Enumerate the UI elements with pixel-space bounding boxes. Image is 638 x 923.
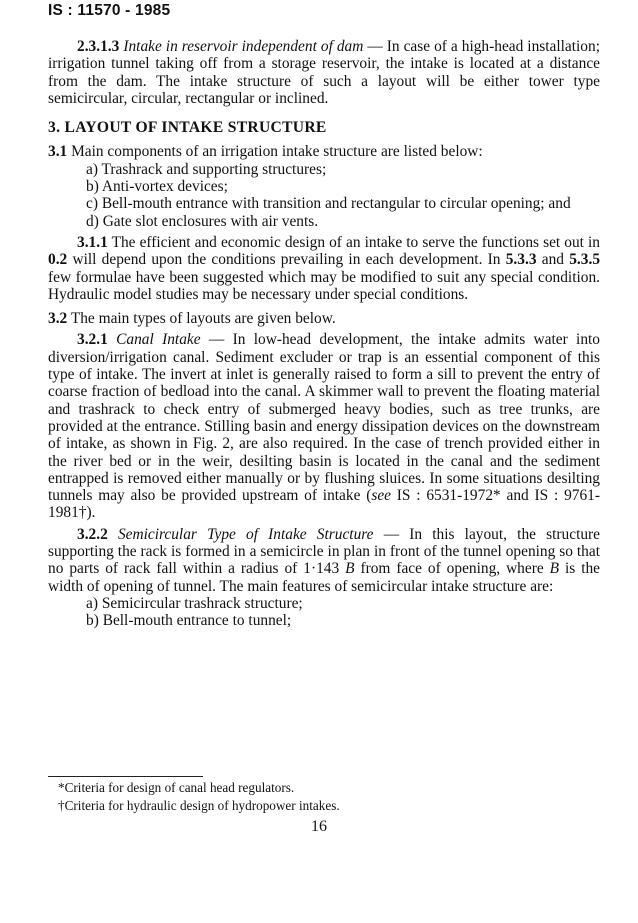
clause-reference: 5.3.3 [505, 251, 537, 269]
clause-text: few formulae have been suggested which may be modified to suit any special condition. Hydraulic model studies may be necessary under special conditions. [48, 268, 600, 303]
page-number: 16 [311, 818, 327, 835]
clause-text: from face of opening, where [354, 560, 550, 578]
footnote: †Criteria for hydraulic design of hydropower intakes. [58, 798, 340, 813]
clause-number: 3.1 [48, 143, 68, 161]
list-item-text: Trashrack and supporting structures; [101, 160, 327, 178]
list-item-label: a) [86, 160, 98, 178]
variable: B [345, 560, 355, 578]
list-item [86, 161, 600, 178]
clause-text: and [536, 251, 570, 269]
clause-3-1-1 [48, 234, 600, 303]
list-item [86, 178, 600, 195]
clause-text: Main components of an irrigation intake structure are listed below: [67, 143, 483, 161]
clause-title: Semicircular Type of Intake Structure [117, 525, 374, 543]
clause-text: will depend upon the conditions prevailing in each development. In [67, 251, 506, 269]
variable: B [549, 560, 560, 578]
list-item-text: Bell-mouth entrance with transition and rectangular to circular opening; and [101, 195, 571, 213]
list-item [86, 213, 600, 230]
clause-text: The main types of layouts are given below. [67, 310, 336, 328]
list-item-label: d) [86, 212, 99, 230]
see-reference: see [371, 487, 391, 505]
clause-number: 3.2.1 [77, 331, 108, 349]
clause-number: 3.2 [48, 310, 68, 328]
clause-text: IS : 6531-1972* and IS : 9761-1981†). [48, 487, 600, 522]
components-list [48, 161, 600, 230]
list-item-label: b) [86, 612, 99, 630]
clause-3-2 [48, 310, 600, 327]
clause-number: 2.3.1.3 [77, 38, 120, 55]
list-item [86, 195, 600, 212]
clause-text: — In case of a high-head installation; irrigation tunnel taking off from a storage reservoir, the intake is located at a distance from the dam. The intake structure of such a layout will be either tower type semicircular, circular, rectangular or inclined. [48, 38, 600, 107]
list-item-text: Semicircular trashrack structure; [101, 594, 303, 612]
clause-reference: 0.2 [48, 251, 68, 269]
list-item-text: Gate slot enclosures with air vents. [102, 212, 319, 230]
footnotes [58, 779, 340, 815]
clause-3-2-1 [48, 331, 600, 521]
list-item-text: Anti-vortex devices; [101, 178, 228, 196]
clause-title: Canal Intake [116, 331, 201, 349]
list-item [86, 595, 600, 612]
clause-number: 3.2.2 [77, 525, 108, 543]
list-item-text: Bell-mouth entrance to tunnel; [102, 612, 292, 630]
clause-3-2-2 [48, 526, 600, 595]
clause-text: is the width of opening of tunnel. The main features of semicircular intake structure are: [48, 560, 600, 595]
clause-number: 3.1.1 [77, 233, 108, 251]
clause-text: The efficient and economic design of an intake to serve the functions set out in [107, 233, 600, 251]
list-item-label: b) [86, 178, 99, 196]
footnote-divider [48, 776, 203, 777]
clause-2-3-1-3 [48, 38, 600, 107]
list-item-label: c) [86, 195, 98, 213]
clause-title: Intake in reservoir independent of dam [123, 38, 364, 55]
list-item-label: a) [86, 594, 98, 612]
list-item [86, 612, 600, 629]
footnote: *Criteria for design of canal head regulators. [58, 780, 295, 795]
page-body [48, 38, 600, 630]
section-heading: 3. LAYOUT OF INTAKE STRUCTURE [48, 119, 327, 137]
clause-reference: 5.3.5 [569, 251, 601, 269]
features-list [48, 595, 600, 630]
standard-header: IS : 11570 - 1985 [48, 2, 171, 19]
clause-text: — In this layout, the structure supporting the rack is formed in a semicircle in plan in front of the tunnel opening so that no parts of rack fall within a radius of 1·143 [48, 525, 600, 578]
clause-3-1 [48, 143, 600, 160]
clause-text: — In low-head development, the intake admits water into diversion/irrigation canal. Sediment excluder or trap is an essential component of this type of intake. The invert at inlet is generally raised to form a sill to prevent the entry of coarse fraction of bedload into the canal. A skimmer wall to prevent the floating material and trashrack to check entry of submerged heavy bodies, such as tree trunks, are provided at the entrance. Stilling basin and energy dissipation devices on the downstream of intake, as shown in Fig. 2, are also required. In the case of trench provided either in the river bed or in the weir, desilting basin is located in the canal and the sediment entrapped is removed either manually or by flushing sluices. In some situations desilting tunnels may also be provided upstream of intake ( [48, 331, 600, 505]
